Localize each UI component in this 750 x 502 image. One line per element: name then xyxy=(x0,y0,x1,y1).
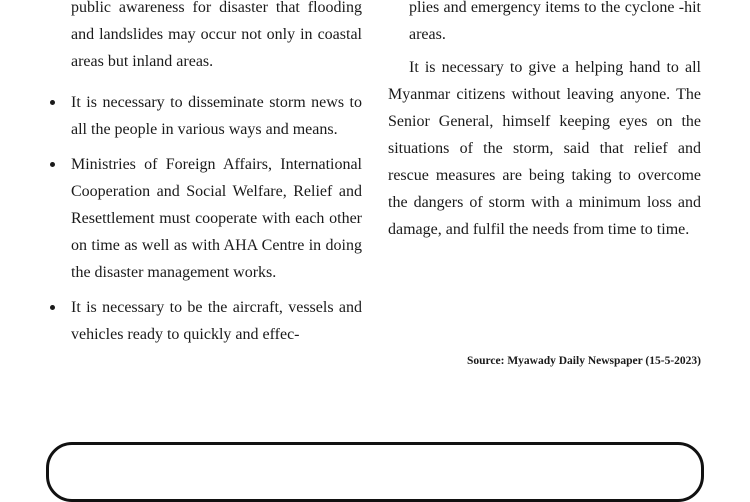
bullet-text: It is necessary to be the aircraft, vessels and vehicles ready to quickly and effec- xyxy=(71,299,362,343)
bullet-item xyxy=(44,294,362,348)
bullet-text: It is necessary to disseminate storm news to all the people in various ways and means. xyxy=(71,94,362,138)
right-column xyxy=(388,0,701,243)
right-paragraph: It is necessary to give a helping hand to all Myanmar citizens without leaving anyone. The Senior General, himself keeping eyes on the situations of the storm, said that relief and rescue measures are being taking to overcome the dangers of storm with a minimum loss and damage, and fulfil the needs from time to time. xyxy=(388,59,701,238)
bullet-item xyxy=(44,151,362,286)
bullet-item xyxy=(44,89,362,143)
bullet-text: Ministries of Foreign Affairs, International Cooperation and Social Welfare, Relief and Resettlement must cooperate with each other on time as well as with AHA Centre in doing the disaster management works. xyxy=(71,156,362,281)
left-continued-text: public awareness for disaster that flooding and landslides may occur not only in coastal areas but inland areas. xyxy=(71,0,362,70)
bullet-icon xyxy=(50,305,55,310)
left-column xyxy=(44,0,362,356)
source-citation: Source: Myawady Daily Newspaper (15-5-2023) xyxy=(466,355,701,367)
next-section-frame xyxy=(46,442,704,502)
bullet-icon xyxy=(50,162,55,167)
right-continued-text: plies and emergency items to the cyclone -hit areas. xyxy=(409,0,701,43)
bullet-icon xyxy=(50,100,55,105)
